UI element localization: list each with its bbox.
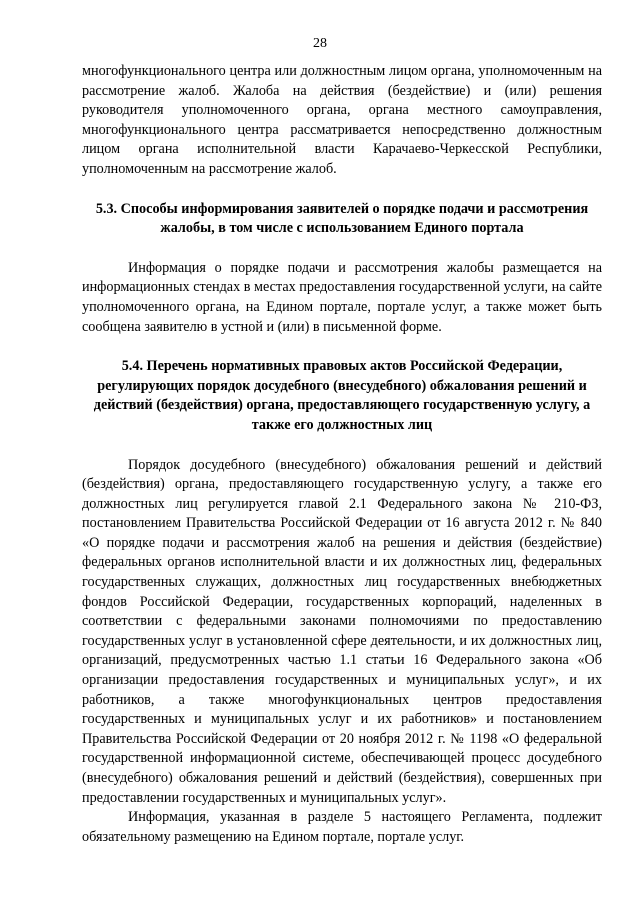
page-number: 28	[313, 36, 327, 51]
section-5-3-heading: 5.3. Способы информирования заявителей о порядке подачи и рассмотрения жалобы, в том числе с использованием Единого портала	[95, 200, 589, 237]
section-5-4-body-1: Порядок досудебного (внесудебного) обжалования решений и действий (бездействия) органа, предоставляющего государственную услугу, а также его должностных лиц регулируется главой 2.1 Федерального закона № 210-ФЗ, постановлением Правительства Российской Федерации от 16 августа 2012 г. № 840 «О порядке подачи и рассмотрения жалоб на решения и действия (бездействие) федеральных органов исполнительной власти и их должностных лиц, федеральных государственных служащих, должностных лиц государственных внебюджетных фондов Российской Федерации, государственных корпораций, наделенных в соответствии с федеральными законами полномочиями по предоставлению государственных услуг в установленной сфере деятельности, и их должностных лиц, организаций, предусмотренных частью 1.1 статьи 16 Федерального закона «Об организации предоставления государственных и муниципальных услуг», и их работников, а также многофункциональных центров предоставления государственных и муниципальных услуг и их работников» и постановлением Правительства Российской Федерации от 20 ноября 2012 г. № 1198 «О федеральной государственной информационной системе, обеспечивающей процесс досудебного (внесудебного) обжалования решений и действий (бездействия), совершенных при предоставлении государственных и муниципальных услуг».	[82, 456, 602, 806]
section-5-4-heading: 5.4. Перечень нормативных правовых актов Российской Федерации, регулирующих порядок досудебного (внесудебного) обжалования решений и действий (бездействия) органа, предоставляющего государственную услугу, а также его должностных лиц	[93, 358, 591, 433]
document-body	[82, 62, 602, 847]
section-5-3-body: Информация о порядке подачи и рассмотрения жалобы размещается на информационных стендах в местах предоставления государственной услуги, на сайте уполномоченного органа, на Едином портале, портале услуг, а также может быть сообщена заявителю в устной и (или) в письменной форме.	[82, 259, 602, 335]
section-5-4-body-2: Информация, указанная в разделе 5 настоящего Регламента, подлежит обязательному размещению на Едином портале, портале услуг.	[82, 809, 602, 845]
paragraph-continuation: многофункционального центра или должностным лицом органа, уполномоченным на рассмотрение жалоб. Жалоба на действия (бездействие) и (или) решения руководителя уполномоченного органа, органа местного самоуправления, многофункционального центра рассматривается непосредственно должностным лицом органа исполнительной власти Карачаево-Черкесской Республики, уполномоченным на рассмотрение жалоб.	[82, 63, 602, 177]
